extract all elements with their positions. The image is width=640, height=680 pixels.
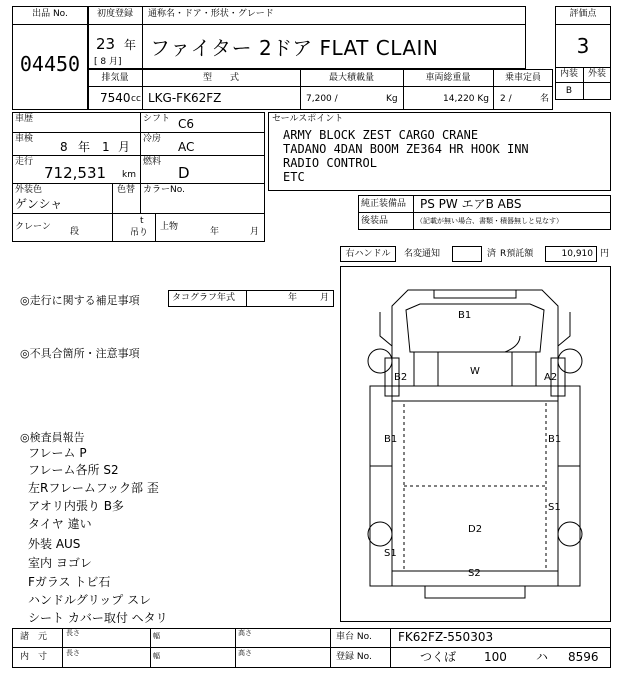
name-change-box xyxy=(452,246,482,262)
inspection-month: 1 xyxy=(102,140,110,154)
crane-stage: 段 xyxy=(70,227,80,237)
tacho-month: 月 xyxy=(320,293,330,303)
supplement-title: ◎走行に関する補足事項 xyxy=(20,294,140,307)
first-reg-year: 23 xyxy=(96,35,116,53)
mark-s1-right: S1 xyxy=(548,502,561,513)
inspector-line-1: フレーム P xyxy=(28,446,87,460)
displacement-label: 排気量 xyxy=(101,73,129,83)
footer-box xyxy=(12,628,611,668)
interior-dims-label: 内 寸 xyxy=(20,652,48,662)
inspector-line-2: フレーム各所 S2 xyxy=(28,463,119,477)
mileage-unit: km xyxy=(122,170,136,180)
inspector-title: ◎検査員報告 xyxy=(20,431,85,444)
equipment-value: PS PW エアB ABS xyxy=(420,197,522,211)
sales-line-2: TADANO 4DAN BOOM ZE364 HR HOOK INN xyxy=(283,142,529,156)
recycle-fee-value: 10,910 xyxy=(561,249,593,259)
mark-s1-left: S1 xyxy=(384,548,397,559)
exterior-label: 外装 xyxy=(587,69,606,79)
ac-label: 冷房 xyxy=(143,134,162,144)
sales-line-1: ARMY BLOCK ZEST CARGO CRANE xyxy=(283,128,479,142)
year-unit: 年 xyxy=(124,38,137,52)
upper-month: 月 xyxy=(250,227,260,237)
sales-line-4: ETC xyxy=(283,170,305,184)
color-no-label: カラーNo. xyxy=(143,185,185,195)
reg-kana: ハ xyxy=(536,650,549,664)
mark-s2: S2 xyxy=(468,568,481,579)
mark-a2: A2 xyxy=(544,372,558,383)
lot-number: 04450 xyxy=(19,52,81,76)
displacement-value: 7540 xyxy=(100,91,131,105)
chassis-label: 車台 No. xyxy=(336,632,372,642)
inspector-line-8: Fガラス トビ石 xyxy=(28,575,111,589)
history-label: 車歴 xyxy=(15,114,34,124)
recycle-label: 済 xyxy=(487,249,497,259)
first-reg-month: [ 8 月] xyxy=(94,57,122,67)
inspector-line-4: アオリ内張り B多 xyxy=(28,499,124,513)
height-label-2: 高さ xyxy=(238,649,252,657)
capacity-unit: 名 xyxy=(540,94,550,104)
reg-area: つくば xyxy=(420,650,457,664)
inspection-label: 車検 xyxy=(15,134,34,144)
tacho-label: タコグラフ年式 xyxy=(172,293,236,303)
inspector-line-3: 左Rフレームフック部 歪 xyxy=(28,481,159,495)
lot-label: 出品 No. xyxy=(32,9,68,19)
width-label: 幅 xyxy=(153,632,160,640)
width-label-2: 幅 xyxy=(153,652,160,660)
fuel-label: 燃料 xyxy=(143,157,162,167)
tacho-year: 年 xyxy=(288,293,298,303)
aftermarket-label: 後装品 xyxy=(361,216,389,226)
interior-label: 内装 xyxy=(559,69,578,79)
mileage-value: 712,531 xyxy=(44,164,107,182)
vehicle-name: ファイター 2ドア FLAT CLAIN xyxy=(150,36,439,60)
mileage-label: 走行 xyxy=(15,157,34,167)
fuel-value: D xyxy=(178,164,190,182)
mark-b1-cab: B1 xyxy=(458,310,472,321)
crane-hang: 吊り xyxy=(130,228,149,238)
length-label-2: 長さ xyxy=(66,649,80,657)
max-load-label: 最大積載量 xyxy=(328,73,374,83)
name-label: 通称名・ドア・形状・グレード xyxy=(148,9,274,19)
upper-label: 上物 xyxy=(160,222,179,232)
max-load-unit: Kg xyxy=(386,94,398,104)
equipment-label: 純正装備品 xyxy=(361,199,407,209)
sales-points-label: セールスポイント xyxy=(272,114,344,124)
defects-title: ◎不具合箇所・注意事項 xyxy=(20,347,140,360)
gross-weight-value: 14,220 Kg xyxy=(443,94,489,104)
name-change-label: 名変通知 xyxy=(404,249,441,259)
reg-label: 登録 No. xyxy=(336,652,372,662)
displacement-unit: cc xyxy=(131,94,141,104)
inspector-line-6: 外装 AUS xyxy=(28,537,81,551)
ac-value: AC xyxy=(178,140,195,154)
truck-diagram xyxy=(340,266,611,622)
rhd-label: 右ハンドル xyxy=(345,249,391,259)
capacity-value: 2 / xyxy=(500,94,512,104)
exterior-color-label: 外装色 xyxy=(15,185,43,195)
upper-year: 年 xyxy=(210,227,220,237)
inspector-line-5: タイヤ 違い xyxy=(28,517,92,531)
model-label: 型 式 xyxy=(202,73,239,83)
crane-tons: t xyxy=(140,216,144,226)
height-label: 高さ xyxy=(238,629,252,637)
reg-number: 8596 xyxy=(568,650,599,664)
reg-class: 100 xyxy=(484,650,507,664)
mark-d2: D2 xyxy=(468,524,483,535)
first-reg-label: 初度登録 xyxy=(96,9,133,19)
mark-w: W xyxy=(470,366,480,377)
inspector-line-10: シート カバー取付 ヘタリ xyxy=(28,611,168,625)
score-label: 評価点 xyxy=(569,9,597,19)
mark-b1-right: B1 xyxy=(548,434,562,445)
interior-value: B xyxy=(565,86,573,96)
recycle-unit: 円 xyxy=(600,249,610,259)
capacity-label: 乗車定員 xyxy=(504,73,541,83)
color-change-label: 色替 xyxy=(117,185,136,195)
mark-b2: B2 xyxy=(394,372,408,383)
crane-label: クレーン xyxy=(15,222,51,232)
shift-label: シフト xyxy=(143,114,171,124)
gross-weight-label: 車両総重量 xyxy=(425,73,471,83)
shift-value: C6 xyxy=(178,117,195,131)
chassis-value: FK62FZ-550303 xyxy=(398,630,494,644)
max-load-value: 7,200 / xyxy=(306,94,338,104)
dims-label: 諸 元 xyxy=(20,632,48,642)
inspection-year: 8 xyxy=(60,140,68,154)
inspection-month-unit: 月 xyxy=(118,140,131,154)
score-value: 3 xyxy=(576,34,590,58)
exterior-color-value: ゲンシャ xyxy=(15,197,63,211)
inspection-year-unit: 年 xyxy=(78,140,91,154)
model-value: LKG-FK62FZ xyxy=(148,91,222,105)
length-label: 長さ xyxy=(66,629,80,637)
aftermarket-note: （記載が無い場合、書類・積器無しと見なす） xyxy=(416,217,563,225)
mark-b1-left: B1 xyxy=(384,434,398,445)
inspector-line-7: 室内 ヨゴレ xyxy=(28,556,92,570)
sales-line-3: RADIO CONTROL xyxy=(283,156,377,170)
recycle-fee-label: R預託額 xyxy=(500,249,534,259)
inspector-line-9: ハンドルグリップ スレ xyxy=(28,593,152,607)
